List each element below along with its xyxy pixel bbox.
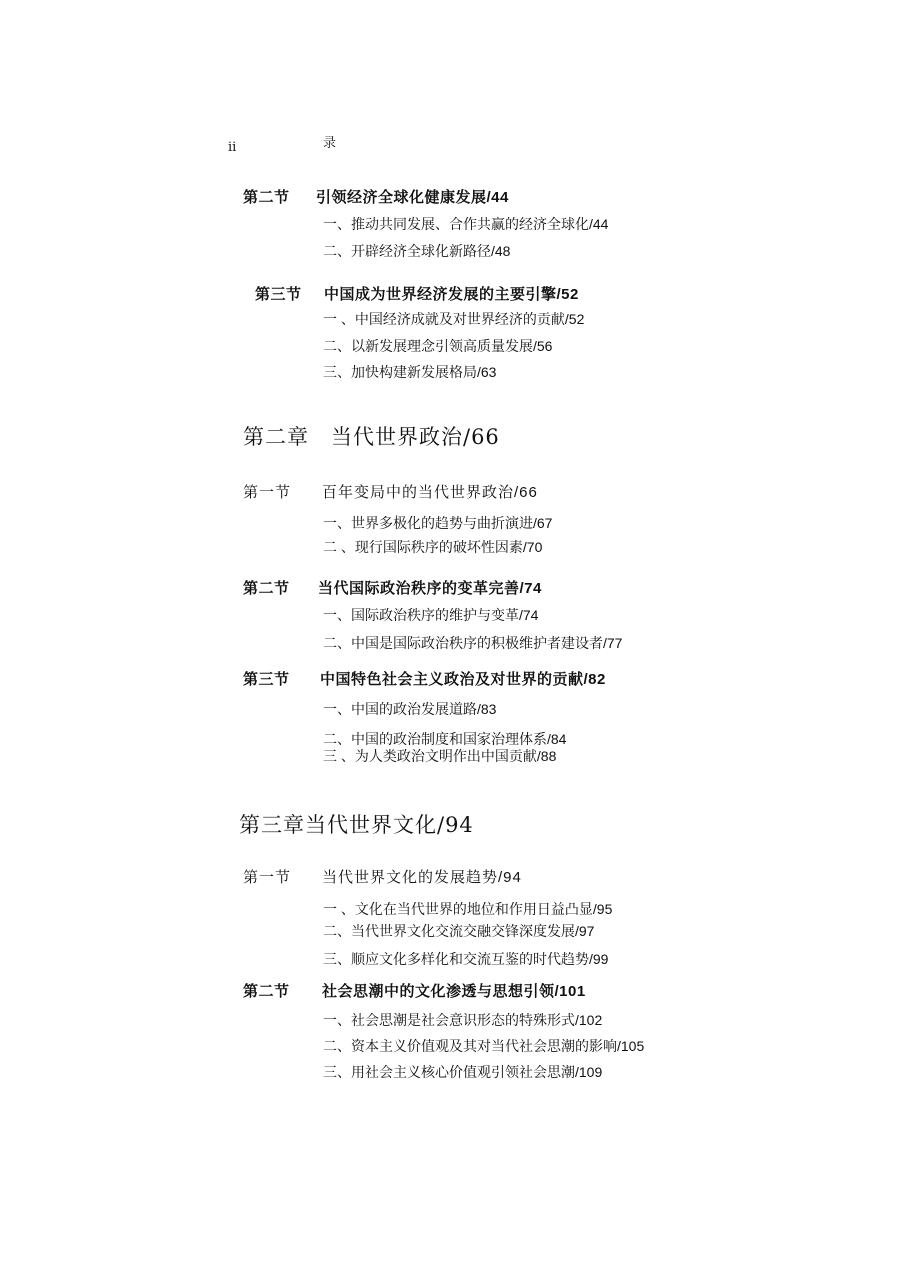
toc-item: 一、推动共同发展、合作共赢的经济全球化/44: [323, 216, 609, 232]
toc-item: 三、用社会主义核心价值观引领社会思潮/109: [323, 1064, 603, 1080]
section-title: 中国特色社会主义政治及对世界的贡献/82: [320, 671, 606, 688]
toc-item: 二、中国的政治制度和国家治理体系/84: [323, 731, 567, 747]
section-title: 中国成为世界经济发展的主要引擎/52: [324, 286, 579, 303]
page-number: ii: [228, 140, 237, 155]
section-label: 第二节: [243, 983, 290, 1000]
section-title: 当代世界文化的发展趋势/94: [322, 869, 522, 886]
toc-item: 一、世界多极化的趋势与曲折演进/67: [323, 515, 553, 531]
chapter-title: 第二章 当代世界政治/66: [243, 425, 500, 449]
section-title: 引领经济全球化健康发展/44: [316, 189, 509, 206]
section-label: 第二节: [243, 580, 290, 597]
section-label: 第二节: [243, 189, 290, 206]
chapter-title: 第三章当代世界文化/94: [239, 813, 474, 837]
section-label: 第三节: [255, 286, 302, 303]
section-label: 第一节: [243, 869, 292, 886]
toc-item: 二 、现行国际秩序的破坏性因素/70: [323, 539, 543, 555]
section-title: 当代国际政治秩序的变革完善/74: [318, 580, 542, 597]
toc-item: 二、资本主义价值观及其对当代社会思潮的影响/105: [323, 1038, 645, 1054]
toc-item: 一、中国的政治发展道路/83: [323, 701, 497, 717]
toc-item: 二、当代世界文化交流交融交锋深度发展/97: [323, 923, 595, 939]
section-title: 社会思潮中的文化渗透与思想引领/101: [322, 983, 586, 1000]
running-header: 录: [323, 135, 337, 150]
toc-item: 二、开辟经济全球化新路径/48: [323, 243, 511, 259]
toc-item: 一 、中国经济成就及对世界经济的贡献/52: [323, 311, 585, 327]
section-label: 第一节: [243, 484, 292, 501]
section-title: 百年变局中的当代世界政治/66: [322, 484, 538, 501]
toc-item: 三、顺应文化多样化和交流互鉴的时代趋势/99: [323, 951, 609, 967]
toc-item: 一、国际政治秩序的维护与变革/74: [323, 607, 539, 623]
toc-item: 三、加快构建新发展格局/63: [323, 364, 497, 380]
section-label: 第三节: [243, 671, 290, 688]
toc-item: 二、以新发展理念引领高质量发展/56: [323, 338, 553, 354]
toc-item: 一、社会思潮是社会意识形态的特殊形式/102: [323, 1012, 603, 1028]
toc-item: 三 、为人类政治文明作出中国贡献/88: [323, 748, 557, 764]
toc-item: 二、中国是国际政治秩序的积极维护者建设者/77: [323, 635, 623, 651]
toc-item: 一 、文化在当代世界的地位和作用日益凸显/95: [323, 901, 613, 917]
